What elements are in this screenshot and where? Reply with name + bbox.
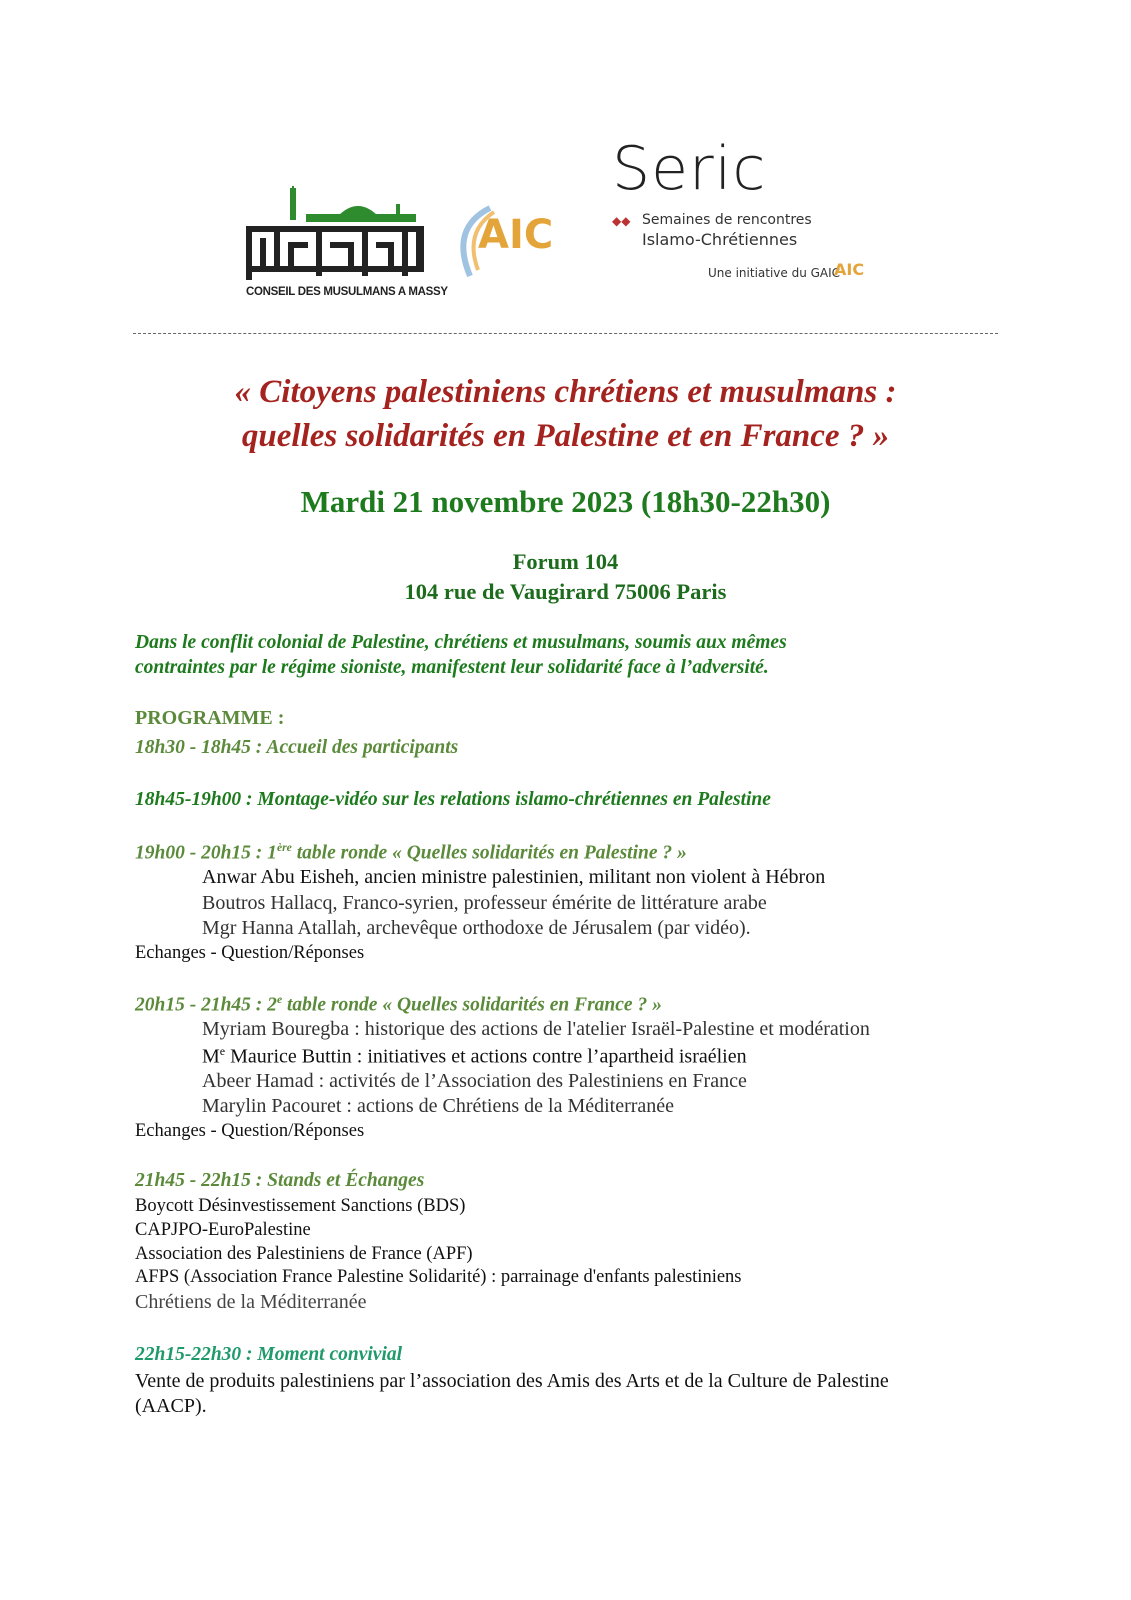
cmm-logo [246, 186, 448, 304]
gaic-text: AIC [478, 212, 554, 258]
speaker-line: Myriam Bouregba : historique des actions de l'atelier Israël-Palestine et modération [202, 1018, 870, 1040]
event-title-line2: quelles solidarités en Palestine et en France ? » [241, 418, 890, 454]
seric-subtitle-2: Islamo-Chrétiennes [642, 230, 798, 249]
speaker2-prefix: M [202, 1045, 220, 1068]
slot4-suffix: table ronde « Quelles solidarités en France ? » [282, 994, 662, 1016]
stand-item: Association des Palestiniens de France (APF) [135, 1244, 473, 1264]
seric-subtitle-1: Semaines de rencontres [642, 212, 812, 228]
speaker-line: Boutros Hallacq, Franco-syrien, professeur émérite de littérature arabe [202, 892, 767, 914]
speaker-line: Marylin Pacouret : actions de Chrétiens de la Méditerranée [202, 1095, 675, 1117]
slot3-sup: ère [276, 841, 292, 854]
event-title-line1: « Citoyens palestiniens chrétiens et musulmans : [234, 374, 897, 410]
slot-stands: 21h45 - 22h15 : Stands et Échanges [135, 1170, 425, 1191]
event-date: Mardi 21 novembre 2023 (18h30-22h30) [300, 484, 831, 519]
gaic-logo [450, 198, 570, 284]
slot3-prefix: 19h00 - 20h15 : 1 [135, 842, 277, 864]
slot-convivial: 22h15-22h30 : Moment convivial [135, 1344, 403, 1365]
speaker2-suffix: Maurice Buttin : initiatives et actions contre l’apartheid israélien [225, 1045, 747, 1068]
stand-item: CAPJPO-EuroPalestine [135, 1220, 311, 1240]
speaker2-sup: e [219, 1044, 226, 1058]
slot-video: 18h45-19h00 : Montage-vidéo sur les relations islamo-chrétiennes en Palestine [135, 789, 771, 810]
speaker-line: Abeer Hamad : activités de l’Association des Palestiniens en France [202, 1070, 747, 1092]
speaker-line: Anwar Abu Eisheh, ancien ministre palestinien, militant non violent à Hébron [202, 866, 826, 888]
stand-item: Chrétiens de la Méditerranée [135, 1291, 367, 1313]
slot4-prefix: 20h15 - 21h45 : 2 [135, 994, 277, 1016]
stand-item: Boycott Désinvestissement Sanctions (BDS) [135, 1196, 466, 1216]
slot-welcome: 18h30 - 18h45 : Accueil des participants [135, 737, 459, 758]
programme-heading: PROGRAMME : [135, 707, 285, 729]
exchange-line: Echanges - Question/Réponses [135, 1121, 365, 1141]
separator [133, 333, 998, 334]
speaker-line [202, 1044, 747, 1069]
slot-round-table-1 [135, 841, 687, 865]
cmm-caption: CONSEIL DES MUSULMANS A MASSY [246, 286, 448, 298]
diamond-icon: ◆◆ [612, 214, 631, 228]
venue-name: Forum 104 [512, 549, 619, 574]
seric-logo [612, 134, 882, 300]
seric-wordmark: Seric [612, 134, 767, 204]
convivial-text-line2: (AACP). [135, 1395, 207, 1417]
intro-line2: contraintes par le régime sioniste, manifestent leur solidarité face à l’adversité. [135, 657, 769, 678]
slot-round-table-2 [135, 993, 662, 1017]
exchange-line: Echanges - Question/Réponses [135, 943, 365, 963]
gaic-small-text: AIC [834, 260, 865, 279]
stand-item: AFPS (Association France Palestine Solidarité) : parrainage d'enfants palestiniens [135, 1267, 742, 1287]
convivial-text-line1: Vente de produits palestiniens par l’association des Amis des Arts et de la Culture de Palestine [135, 1370, 889, 1392]
intro-line1: Dans le conflit colonial de Palestine, chrétiens et musulmans, soumis aux mêmes [135, 632, 787, 653]
seric-initiative: Une initiative du GAIC [708, 266, 841, 280]
slot3-suffix: table ronde « Quelles solidarités en Palestine ? » [291, 842, 687, 864]
slot4-sup: e [276, 993, 283, 1006]
mosque-kufic-icon [246, 186, 431, 286]
speaker-line: Mgr Hanna Atallah, archevêque orthodoxe de Jérusalem (par vidéo). [202, 917, 751, 939]
venue-address: 104 rue de Vaugirard 75006 Paris [404, 579, 727, 604]
